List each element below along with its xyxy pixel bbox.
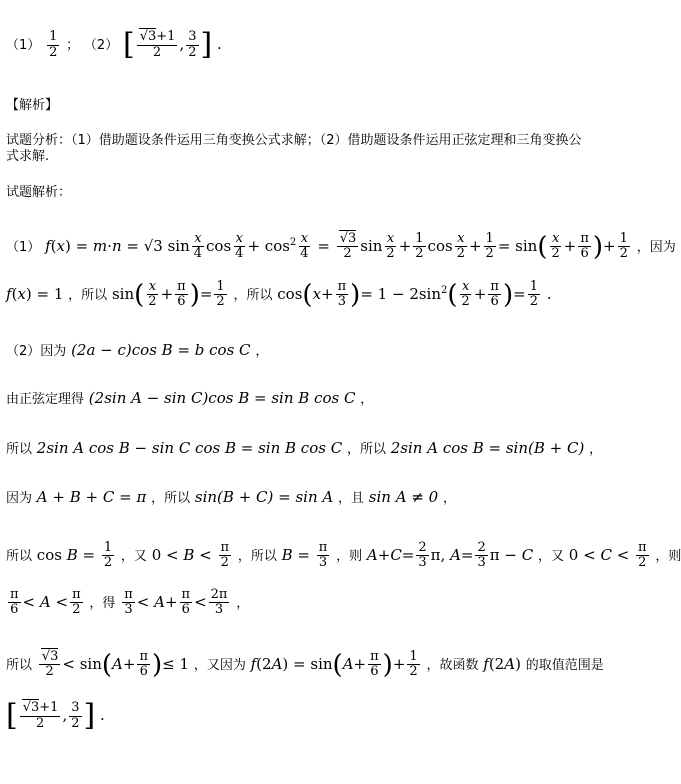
p4-text-c: ，所以 (346, 442, 386, 457)
p7-math-c: $\frac{\pi}{3}$ < A+ $\frac{\pi}{6}$ < $\frac{2\pi}{3}$ (124, 587, 228, 618)
p6-text-k: ，则 (655, 548, 681, 564)
p5-math-d: sin(B + C) = sin A (194, 488, 334, 506)
p6-math-f: B = $\frac{\pi}{3}$ (281, 540, 328, 571)
solution-part1-label: （1） (6, 239, 41, 255)
solution-heading: 试题解析： (6, 185, 72, 200)
p7-math-a: $\frac{\pi}{6}$ < A < $\frac{\pi}{2}$ (10, 587, 81, 618)
p5-text-c: ，所以 (151, 491, 191, 506)
solution-sine-rule-tail: ， (360, 392, 374, 407)
p8-text-g: 的取值范围是 (525, 657, 604, 673)
p6-math-h: A+C= $\frac{2}{3}$ π, A= $\frac{2}{3}$ π − C (366, 540, 534, 571)
answer-separator: ； (66, 38, 80, 53)
solution-part2-math: (2a − c)cos B = b cos C (71, 341, 251, 359)
p6-math-j: 0 < C < $\frac{\pi}{2}$ (568, 540, 647, 571)
solution-line-p8 (6, 650, 604, 680)
p7-text-b: ，得 (89, 595, 116, 611)
solution-line2-end: . (546, 284, 552, 303)
answer-part2-upper: $\frac{3}{2}$ (188, 29, 197, 60)
answer-end: . (217, 35, 222, 53)
p4-math-d: 2sin A cos B = sin(B + C) (390, 439, 585, 457)
solution-sine-rule-cn: 由正弦定理得 (6, 392, 85, 407)
p8-math-f: f(2A) (483, 654, 521, 673)
p8-math-d: f(2A) = sin(A+ $\frac{\pi}{6}$ )+ $\frac{1}{2}$ (250, 649, 418, 680)
solution-line-1 (6, 232, 676, 262)
answer-part2-lower: $\frac{√3+1}{2}$ (137, 30, 178, 60)
p5-text-g: ， (442, 491, 456, 506)
solution-line2-fx: f(x) = 1 (6, 284, 64, 303)
answer-part2-label: （2） (83, 38, 119, 53)
p6-math-d: 0 < B < $\frac{\pi}{2}$ (151, 540, 230, 571)
analysis-text-line1: 试题分析：（1）借助题设条件运用三角变换公式求解；（2）借助题设条件运用正弦定理和三角变换公 (6, 133, 582, 148)
p5-math-b: A + B + C = π (36, 488, 147, 506)
solution-sine-rule-math: (2sin A − sin C)cos B = sin B cos C (88, 389, 356, 407)
p7-text-d: ， (236, 595, 250, 611)
solution-part2-line (6, 340, 268, 362)
p9-math-a: [ $\frac{√3+1}{2}$ , $\frac{3}{2}$ ] (6, 698, 96, 733)
p8-text-a: 所以 (6, 657, 33, 673)
p5-math-f: sin A ≠ 0 (368, 488, 439, 506)
solution-line-p7 (6, 588, 249, 618)
solution-line-p5 (6, 487, 456, 509)
p8-text-c: ，又因为 (193, 657, 246, 673)
solution-line-2 (6, 280, 552, 310)
solution-line-p6 (6, 541, 681, 571)
p6-text-i: ，又 (538, 548, 565, 564)
answer-part1-value: $\frac{1}{2}$ (49, 29, 58, 60)
solution-line1-math: f(x) = m·n = √3 sin $\frac{x}{4}$ cos $\frac{x}{4}$ + $\cos^2$ $\frac{x}{4}$ = $\frac{√3}{2}$ sin $\frac{x}{2}$ + $\frac{1}{2}$ cos $\frac{x}{2}$ + $\frac{1}{2}$ = sin( $\frac{x}{2}$ + $\frac{\pi}{6}$ )+ $\frac{1}{2}$ (45, 231, 628, 262)
solution-sine-rule-line (6, 388, 373, 410)
answer-part1-label: （1） (6, 38, 41, 53)
p6-math-b: cos B = $\frac{1}{2}$ (36, 540, 113, 571)
solution-line1-tail: ，因为 (636, 239, 676, 255)
p8-math-b: $\frac{√3}{2}$ < sin(A+ $\frac{\pi}{6}$ )≤ 1 (37, 655, 189, 673)
solution-line2-cos: cos(x+ $\frac{\pi}{3}$ )= $1 - 2\sin^2$( $\frac{x}{2}$ + $\frac{\pi}{6}$ )= $\frac{1}{2}$ (277, 279, 538, 310)
solution-line2-sin: sin( $\frac{x}{2}$ + $\frac{\pi}{6}$ )= $\frac{1}{2}$ (111, 279, 225, 310)
p6-text-a: 所以 (6, 548, 33, 564)
p5-text-a: 因为 (6, 491, 33, 506)
solution-line2-so2: ，所以 (233, 287, 273, 303)
p4-text-a: 所以 (6, 442, 33, 457)
p9-text-b: . (100, 706, 105, 724)
p6-text-g: ，则 (336, 548, 363, 564)
solution-line-p9 (6, 698, 105, 733)
p6-text-c: ，又 (120, 548, 147, 564)
answer-line: （1） $\frac{1}{2}$ ； （2） [ $\frac{√3+1}{2}$ , $\frac{3}{2}$ ] . (6, 27, 222, 62)
analysis-text-line2: 式求解. (6, 149, 50, 164)
solution-part2-tail: ， (255, 344, 269, 359)
p5-text-e: ，且 (338, 491, 365, 506)
solution-line2-so1: ，所以 (68, 287, 108, 303)
analysis-heading: 【解析】 (6, 98, 59, 113)
solution-line-p4 (6, 438, 602, 460)
p4-math-b: 2sin A cos B − sin C cos B = sin B cos C (36, 439, 343, 457)
solution-part2-label: （2）因为 (6, 344, 67, 359)
p4-text-e: ， (589, 442, 603, 457)
p8-text-e: ，故函数 (426, 657, 479, 673)
p6-text-e: ，所以 (237, 548, 277, 564)
